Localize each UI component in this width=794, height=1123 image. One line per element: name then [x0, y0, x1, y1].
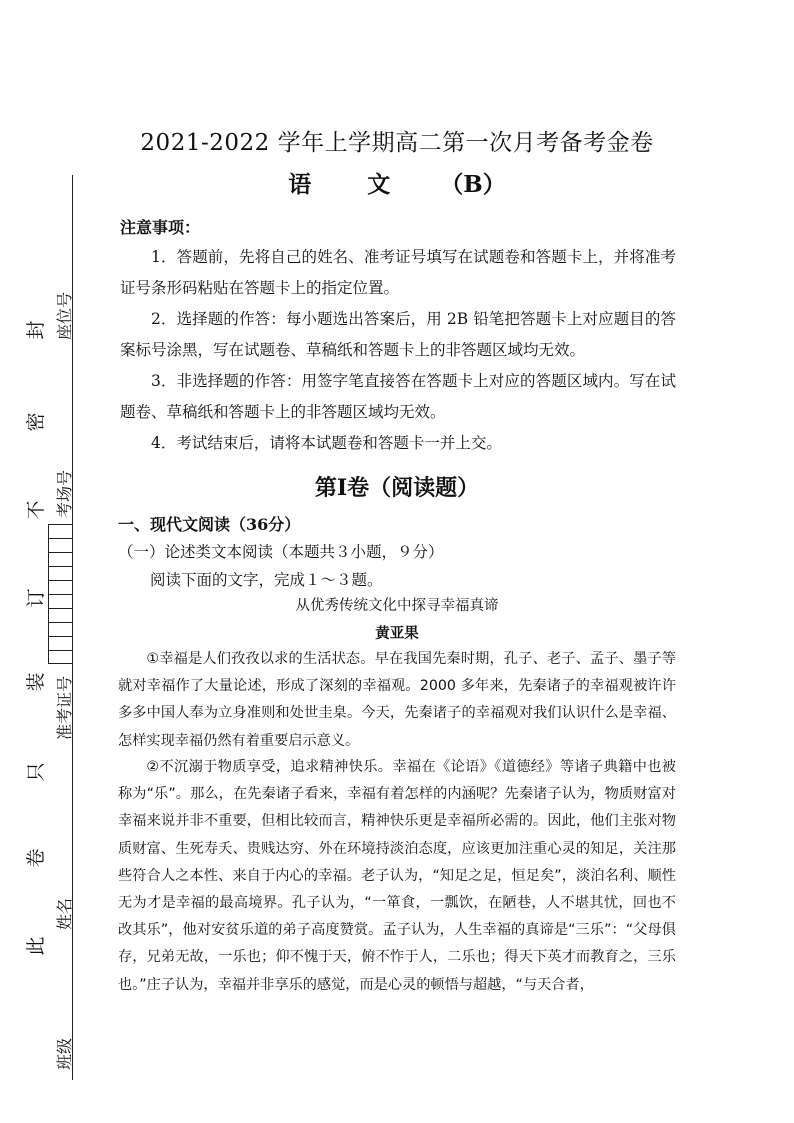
article-paragraph-1: ①幸福是人们孜孜以求的生活状态。早在我国先秦时期，孔子、老子、孟子、墨子等就对幸福作了大量论述，形成了深刻的幸福观。2000 多年来，先秦诸子的幸福观被许许多多中国人奉为立身准则和处世圭臬。今天，先秦诸子的幸福观对我们认识什么是幸福、怎样实现幸福仍然有着重要启示意义。 [118, 651, 676, 749]
subject-version: （B） [440, 171, 506, 198]
subject-char-2: 文 [367, 171, 391, 198]
seal-char: 密 [25, 412, 47, 432]
reading-instruction: 阅读下面的文字，完成１～３题。 [150, 571, 383, 589]
subject-title [0, 166, 794, 199]
name-label: 姓名 [55, 897, 74, 930]
seat-number-label: 座位号 [55, 291, 74, 340]
article-paragraph-2: ②不沉溺于物质享受，追求精神快乐。幸福在《论语》《道德经》等诸子典籍中也被称为“乐”。那么，在先秦诸子看来，幸福有着怎样的内涵呢？先秦诸子认为，物质财富对幸福来说并非不重要，但相比较而言，精神快乐更是幸福所必需的。因此，他们主张对物质财富、生死寿夭、贵贱达穷、外在环境持淡泊态度，应该更加注重心灵的知足，关注那些符合人之本性、来自于内心的幸福。老子认为，“知足之足，恒足矣”，淡泊名利、顺性无为才是幸福的最高境界。孔子认为，“一箪食，一瓢饮，在陋巷，人不堪其忧，回也不改其乐”，他对安贫乐道的弟子高度赞赏。孟子认为，人生幸福的真谛是“三乐”：“父母俱存，兄弟无故，一乐也；仰不愧于天，俯不怍于人，二乐也；得天下英才而教育之，三乐也。”庄子认为，幸福并非享乐的感觉，而是心灵的顿悟与超越，“与天合者， [118, 759, 676, 993]
section-title: 第Ⅰ卷（阅读题） [314, 475, 480, 501]
seal-char: 此 [25, 936, 47, 956]
note-item-3: 3．非选择题的作答：用签字笔直接答在答题卡上对应的答题区域内。写在试题卷、草稿纸和答题卡上的非答题区域均无效。 [120, 372, 676, 421]
exam-title: 2021-2022 学年上学期高二第一次月考备考金卷 [140, 130, 654, 156]
admission-number-label: 准考证号 [55, 675, 74, 740]
seal-char: 只 [25, 762, 47, 782]
seal-char: 封 [25, 320, 47, 340]
subject-char-1: 语 [288, 171, 312, 198]
article-title: 从优秀传统文化中探寻幸福真谛 [295, 598, 499, 614]
article-author: 黄亚果 [375, 626, 419, 642]
note-item-4: 4．考试结束后，请将本试题卷和答题卡一并上交。 [151, 434, 502, 452]
seal-char: 不 [25, 500, 47, 520]
exam-room-label: 考场号 [55, 469, 74, 518]
subpart-heading: （一）论述类文本阅读（本题共３小题，９分） [118, 543, 444, 561]
note-item-2: 2．选择题的作答：每小题选出答案后，用 2B 铅笔把答题卡上对应题目的答案标号涂黑，写在试题卷、草稿纸和答题卡上的非答题区域均无效。 [120, 310, 676, 359]
part-heading: 一、现代文阅读（36分） [118, 515, 301, 534]
class-label: 班级 [55, 1037, 74, 1070]
seal-char: 装 [25, 672, 47, 692]
seal-char: 订 [25, 588, 47, 608]
notes-heading: 注意事项： [120, 218, 201, 237]
note-item-1: 1．答题前，先将自己的姓名、准考证号填写在试题卷和答题卡上，并将准考证号条形码粘贴在答题卡上的指定位置。 [120, 248, 676, 297]
seal-char: 卷 [25, 848, 47, 868]
